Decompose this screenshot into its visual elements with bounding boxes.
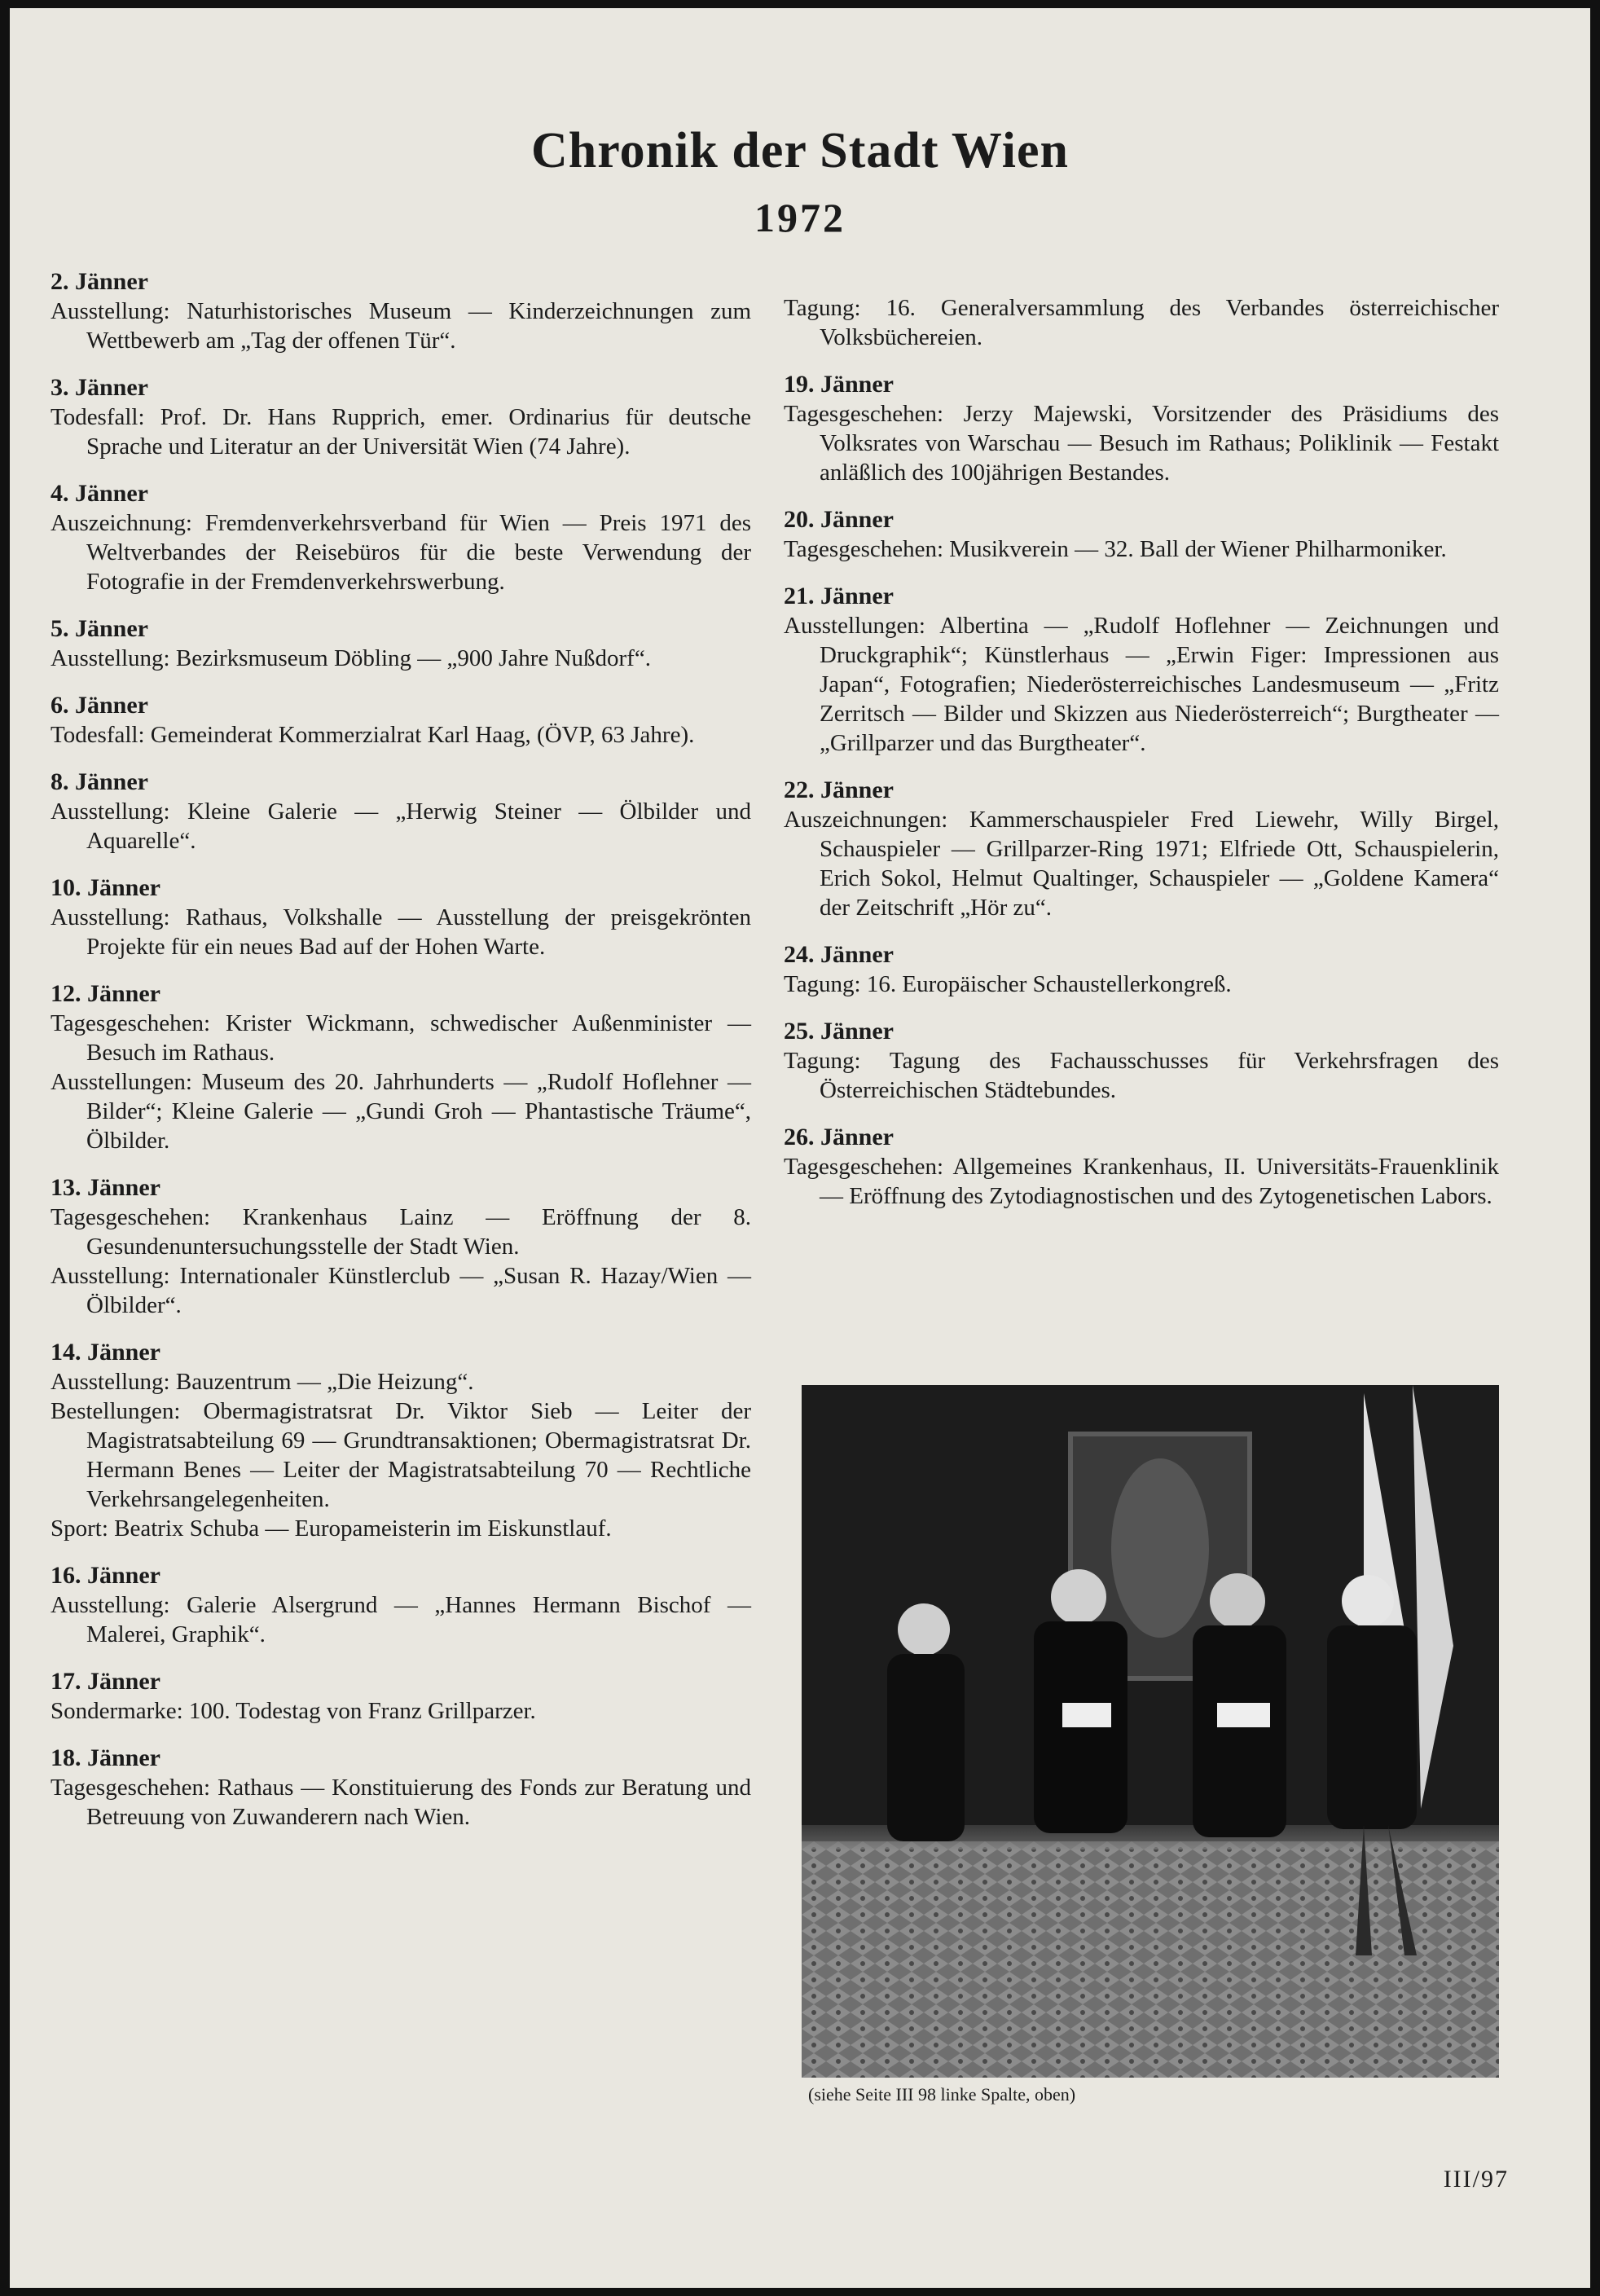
entry-date: 5. Jänner: [51, 615, 148, 642]
chronicle-entry: [784, 1123, 1499, 1211]
event-photograph: [802, 1385, 1499, 2078]
chronicle-entry: [784, 370, 1499, 487]
entry-line: Ausstellung: Bauzentrum — „Die Heizung“.: [51, 1369, 474, 1395]
chronicle-entry: [51, 1338, 751, 1543]
entry-line: Tagesgeschehen: Allgemeines Krankenhaus, II. Universitäts-Frauenklinik — Eröffnung des Zytodiagnostischen und des Zytogenetischen Labors.: [784, 1154, 1499, 1209]
chronicle-entry: [51, 1744, 751, 1832]
entry-line: Ausstellungen: Albertina — „Rudolf Hoflehner — Zeichnungen und Druckgraphik“; Künstlerhaus — „Erwin Figer: Impressionen aus Japan“, Fotografien; Niederösterreichisches Landesmuseum — „Fritz Zerritsch — Bilder und Skizzen aus Niederösterreich“; Burgtheater — „Grillparzer und das Burgtheater“.: [784, 613, 1499, 756]
entry-line: Ausstellungen: Museum des 20. Jahrhunderts — „Rudolf Hoflehner — Bilder“; Kleine Galerie — „Gundi Groh — Phantastische Träume“, Ölbilder.: [51, 1069, 751, 1154]
entry-line: Sondermarke: 100. Todestag von Franz Grillparzer.: [51, 1698, 536, 1724]
entry-line: Auszeichnung: Fremdenverkehrsverband für Wien — Preis 1971 des Weltverbandes der Reisebüros für die beste Verwendung der Fotografie in der Fremdenverkehrswerbung.: [51, 510, 751, 595]
entry-line: Ausstellung: Galerie Alsergrund — „Hannes Hermann Bischof — Malerei, Graphik“.: [51, 1592, 751, 1647]
entry-line: Ausstellung: Rathaus, Volkshalle — Ausstellung der preisgekrönten Projekte für ein neues Bad auf der Hohen Warte.: [51, 904, 751, 960]
entry-date: 21. Jänner: [784, 583, 894, 609]
entry-line: Tagesgeschehen: Jerzy Majewski, Vorsitzender des Präsidiums des Volksrates von Warschau — Besuch im Rathaus; Poliklinik — Festakt anläßlich des 100jährigen Bestandes.: [784, 401, 1499, 486]
chronicle-entry: [784, 582, 1499, 758]
chronicle-entry: [51, 614, 751, 673]
entry-date: 3. Jänner: [51, 374, 148, 401]
entry-line: Tagesgeschehen: Krister Wickmann, schwedischer Außenminister — Besuch im Rathaus.: [51, 1010, 751, 1066]
entry-date: 16. Jänner: [51, 1562, 160, 1589]
entry-date: 18. Jänner: [51, 1744, 160, 1771]
chronicle-entry: [51, 691, 751, 750]
entry-date: 26. Jänner: [784, 1124, 894, 1150]
entry-line: Todesfall: Gemeinderat Kommerzialrat Karl Haag, (ÖVP, 63 Jahre).: [51, 722, 695, 748]
entry-date: 4. Jänner: [51, 480, 148, 507]
left-column: [51, 267, 751, 1850]
chronicle-entry: [51, 768, 751, 856]
chronicle-entry: [784, 776, 1499, 922]
entry-line: Tagung: Tagung des Fachausschusses für Verkehrsfragen des Österreichischen Städtebundes.: [784, 1048, 1499, 1103]
chronicle-entry: [51, 1173, 751, 1320]
entry-line: Ausstellung: Bezirksmuseum Döbling — „900 Jahre Nußdorf“.: [51, 645, 651, 671]
entry-line: Auszeichnungen: Kammerschauspieler Fred Liewehr, Willy Birgel, Schauspieler — Grillparzer-Ring 1971; Elfriede Ott, Schauspielerin, Erich Sokol, Helmut Qualtinger, Schauspieler — „Goldene Kamera“ der Zeitschrift „Hör zu“.: [784, 807, 1499, 921]
continued-entry: [784, 293, 1499, 352]
entry-line: Tagesgeschehen: Musikverein — 32. Ball der Wiener Philharmoniker.: [784, 536, 1447, 562]
right-column-entries: [784, 370, 1499, 1211]
entry-date: 13. Jänner: [51, 1174, 160, 1201]
entry-date: 20. Jänner: [784, 506, 894, 533]
entry-date: 2. Jänner: [51, 268, 148, 295]
page-year: 1972: [754, 195, 846, 240]
right-column: [784, 293, 1499, 1229]
entry-date: 6. Jänner: [51, 692, 148, 719]
entry-line: Ausstellung: Naturhistorisches Museum — Kinderzeichnungen zum Wettbewerb am „Tag der offenen Tür“.: [51, 298, 751, 354]
entry-line: Tagesgeschehen: Krankenhaus Lainz — Eröffnung der 8. Gesundenuntersuchungsstelle der Stadt Wien.: [51, 1204, 751, 1260]
chronicle-entry: [51, 1667, 751, 1726]
page-number: III/97: [1443, 2166, 1509, 2193]
entry-line: Ausstellung: Kleine Galerie — „Herwig Steiner — Ölbilder und Aquarelle“.: [51, 798, 751, 854]
entry-line: Ausstellung: Internationaler Künstlerclub — „Susan R. Hazay/Wien — Ölbilder“.: [51, 1263, 751, 1318]
document-page: [10, 8, 1590, 2288]
entry-date: 24. Jänner: [784, 941, 894, 968]
chronicle-entry: [51, 267, 751, 355]
entry-line: Tagung: 16. Europäischer Schaustellerkongreß.: [784, 971, 1232, 997]
chronicle-entry: [784, 505, 1499, 564]
chronicle-entry: [51, 873, 751, 961]
chronicle-entry: [51, 479, 751, 596]
entry-date: 17. Jänner: [51, 1668, 160, 1695]
entry-line: Bestellungen: Obermagistratsrat Dr. Viktor Sieb — Leiter der Magistratsabteilung 69 — Grundtransaktionen; Obermagistratsrat Dr. Hermann Benes — Leiter der Magistratsabteilung 70 — Rechtliche Verkehrsangelegenheiten.: [51, 1398, 751, 1512]
page-title: Chronik der Stadt Wien: [531, 123, 1069, 178]
photo-illustration: [802, 1385, 1499, 2078]
entry-date: 10. Jänner: [51, 874, 160, 901]
photo-caption: (siehe Seite III 98 linke Spalte, oben): [808, 2084, 1076, 2105]
chronicle-entry: [51, 373, 751, 461]
chronicle-entry: [51, 1561, 751, 1649]
entry-date: 8. Jänner: [51, 768, 148, 795]
chronicle-entry: [784, 1017, 1499, 1105]
chronicle-entry: [51, 979, 751, 1155]
entry-date: 22. Jänner: [784, 776, 894, 803]
entry-line: Tagung: 16. Generalversammlung des Verbandes österreichischer Volksbüchereien.: [784, 295, 1499, 350]
entry-line: Tagesgeschehen: Rathaus — Konstituierung des Fonds zur Beratung und Betreuung von Zuwanderern nach Wien.: [51, 1775, 751, 1830]
entry-line: Todesfall: Prof. Dr. Hans Rupprich, emer. Ordinarius für deutsche Sprache und Literatur an der Universität Wien (74 Jahre).: [51, 404, 751, 460]
entry-date: 12. Jänner: [51, 980, 160, 1007]
entry-date: 14. Jänner: [51, 1339, 160, 1366]
chronicle-entry: [784, 940, 1499, 999]
entry-date: 19. Jänner: [784, 371, 894, 398]
entry-line: Sport: Beatrix Schuba — Europameisterin im Eiskunstlauf.: [51, 1515, 612, 1542]
entry-date: 25. Jänner: [784, 1018, 894, 1045]
